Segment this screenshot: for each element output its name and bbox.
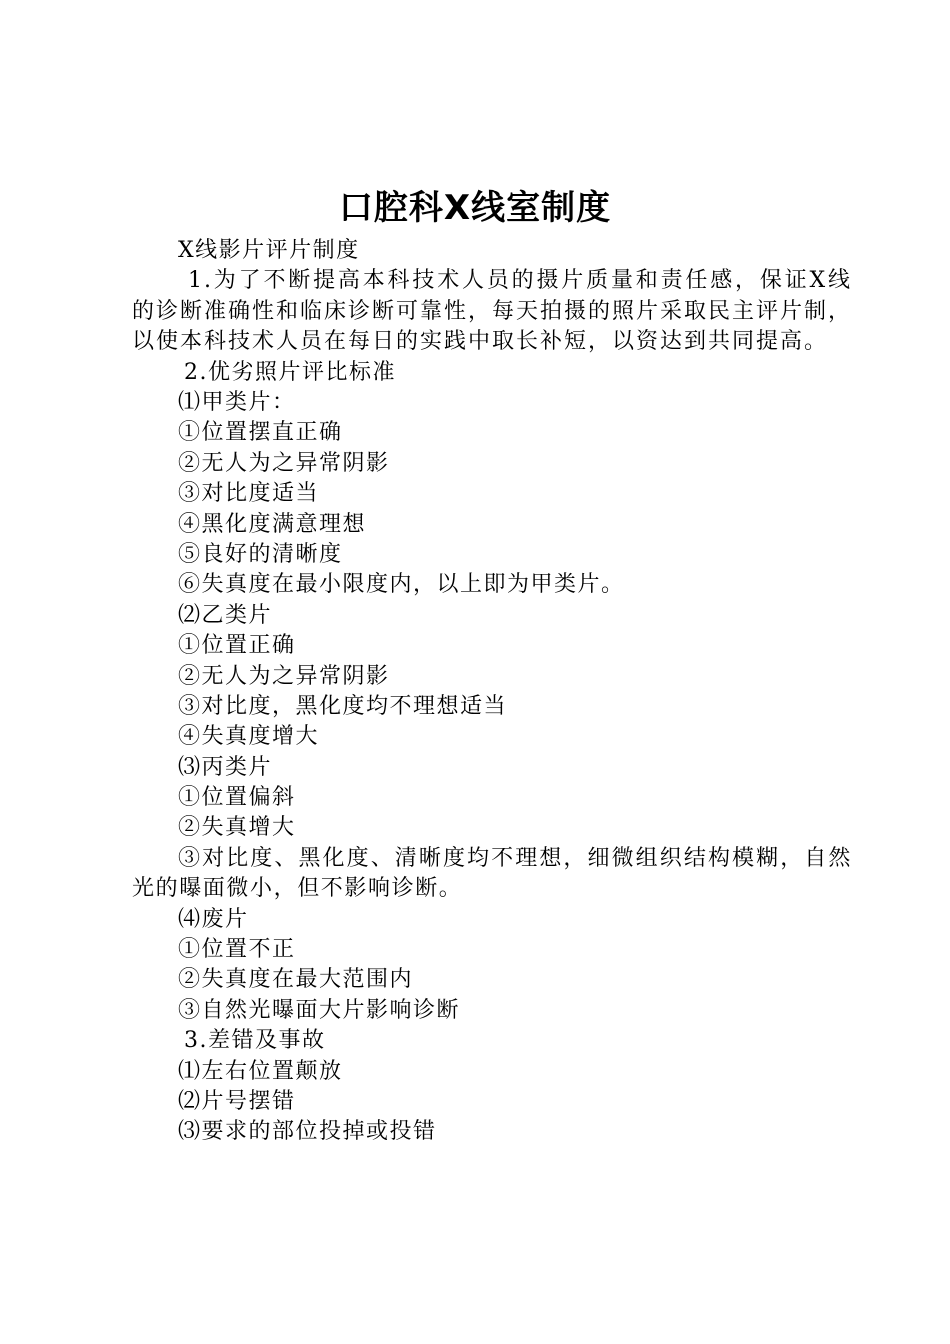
list-item: ⑵片号摆错	[178, 1089, 296, 1115]
list-item: ④失真度增大	[178, 724, 320, 750]
list-item: ⑤良好的清晰度	[178, 541, 343, 567]
list-item: ③对比度，黑化度均不理想适当	[178, 693, 508, 719]
document-body	[132, 236, 852, 1148]
list-item: ⑶要求的部位投掉或投错	[178, 1119, 437, 1145]
section-heading: X线影片评片制度	[178, 238, 360, 263]
document-title: 口腔科X线室制度	[338, 188, 612, 228]
paragraph-item-3: 3.差错及事故	[184, 1028, 326, 1054]
class-a-heading: ⑴甲类片：	[178, 390, 296, 415]
list-item: ④黑化度满意理想	[178, 511, 367, 537]
list-item: ②失真度在最大范围内	[178, 967, 414, 993]
paragraph-item-1: 1.为了不断提高本科技术人员的摄片质量和责任感，保证X线的诊断准确性和临床诊断可靠性，每天拍摄的照片采取民主评片制，以使本科技术人员在每日的实践中取长补短，以资达到共同提高。	[132, 268, 853, 355]
list-item: ①位置不正	[178, 937, 296, 963]
list-item: ②无人为之异常阴影	[178, 663, 390, 689]
list-item: ②失真增大	[178, 815, 296, 841]
class-c-heading: ⑶丙类片	[178, 754, 273, 780]
paragraph-item-2: 2.优劣照片评比标准	[184, 359, 396, 385]
list-item: ①位置摆直正确	[178, 420, 343, 446]
list-item: ③自然光曝面大片影响诊断	[178, 997, 461, 1023]
list-item: ②无人为之异常阴影	[178, 450, 390, 476]
class-b-heading: ⑵乙类片	[178, 602, 273, 628]
list-item: ①位置偏斜	[178, 785, 296, 811]
list-item: ①位置正确	[178, 633, 296, 659]
paragraph-class-c-item-3: ③对比度、黑化度、清晰度均不理想，细微组织结构模糊，自然光的曝面微小，但不影响诊断。	[132, 845, 852, 902]
list-item: ⑴左右位置颠放	[178, 1058, 343, 1084]
list-item: ③对比度适当	[178, 481, 320, 507]
list-item: ⑥失真度在最小限度内，以上即为甲类片。	[178, 572, 625, 598]
class-d-heading: ⑷废片	[178, 906, 249, 932]
